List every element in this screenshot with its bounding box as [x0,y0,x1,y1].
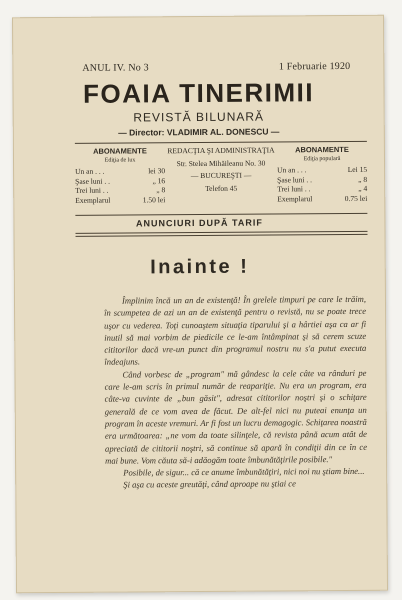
price-row [277,165,367,175]
price-value: „ 16 [152,175,166,185]
price-label: Un an . . . [277,165,307,175]
price-value: lei 30 [148,166,166,176]
price-label: Exemplarul [277,193,313,203]
subscriptions-heading: ABONAMENTE [295,144,349,155]
price-value: „ 8 [358,174,368,184]
price-label: Exemplarul [75,195,111,205]
article-paragraph: Împlinim încă un an de existenţă! În grelele timpuri pe care le trăim, în scumpetea de azi un an de existenţă pentru o revistă, nu se poate trece uşor cu vederea. Toţi cunoaştem situaţia tiparului şi a hârtiei aşa ca ar fi inutil să mai vorbim de piedicile ce le-am întâmpinat şi să cerem scuze cititorilor dacă vre-un punct din programul nostru nu s'a putut executa îndeajuns. [104,293,367,368]
editorial-city: — BUCUREŞTI — [190,170,252,181]
subscriptions-edition: Ediţia populară [303,155,341,162]
subscriptions-luxury [75,146,165,205]
price-value: „ 8 [156,185,166,195]
price-label: Şase luni . . [75,176,110,186]
subscriptions-popular [277,145,367,204]
divider-bottom-double [76,234,368,237]
ads-note: ANUNCIURI DUPĂ TARIF [135,217,263,229]
divider-middle [75,213,367,216]
price-label: Trei luni . . [75,185,109,195]
price-row [75,176,165,186]
article-paragraph: Posibile, de sigur... că ce anume îmbunătăţiri, nici noi nu ştiam bine... [123,466,365,478]
issue-date: 1 Februarie 1920 [278,60,351,73]
newspaper-title: FOAIA TINERIMII [82,77,315,109]
price-row [75,195,165,205]
director-line: — Director: VLADIMIR AL. DONESCU — [118,126,280,138]
price-value: Lei 15 [347,164,368,174]
editorial-street: Str. Stelea Mihăileanu No. 30 [176,158,266,168]
price-value: „ 4 [358,183,368,193]
newspaper-subtitle: REVISTĂ BILUNARĂ [133,109,265,125]
price-label: Un an . . . [75,166,105,176]
issue-number: ANUL IV. No 3 [82,62,149,74]
price-value: 1.50 lei [142,194,166,204]
article-body [104,293,367,492]
subscriptions-heading: ABONAMENTE [93,146,147,156]
masthead [12,77,384,139]
price-label: Şase luni . . [277,174,312,184]
issue-line [82,61,350,74]
article-paragraph: Când vorbesc de „program" mă gândesc la cele câte va rânduri pe care le-am scris în primul număr de reapariţie. Nu era un program, era câte-va cuvinte de „bun găsit", adresat cititorilor noştri şi o schiţare generală de ce vom avea de făcut. De alt-fel nici nu puteai enunţa un program în aceste vremuri. Ar fi fost un lucru demagogic. Schiţarea noastră era următoarea: „ne vom da toate silinţele, că revista până acum atât de apreciată de cititorii noştri, să continue să apară în condiţii din ce în ce mai bune. Vom căuta să-i adăogăm toate îmbunătăţirile posibile." [104,367,368,466]
editorial-heading: REDACŢIA ŞI ADMINISTRAŢIA [167,145,275,156]
subscriptions-edition: Ediţia de lux [104,156,136,164]
price-label: Trei luni . . [277,184,311,194]
divider-top [75,141,367,144]
newspaper-page [12,15,388,594]
price-row [277,193,367,203]
article-paragraph: Şi aşa cu aceste greutăţi, când aproape nu ştiai ce [123,478,296,490]
article-title: Inainte ! [150,255,250,279]
editorial-address [166,145,276,204]
info-block [75,145,367,205]
editorial-phone: Telefon 45 [205,183,238,193]
price-value: 0.75 lei [344,193,368,203]
